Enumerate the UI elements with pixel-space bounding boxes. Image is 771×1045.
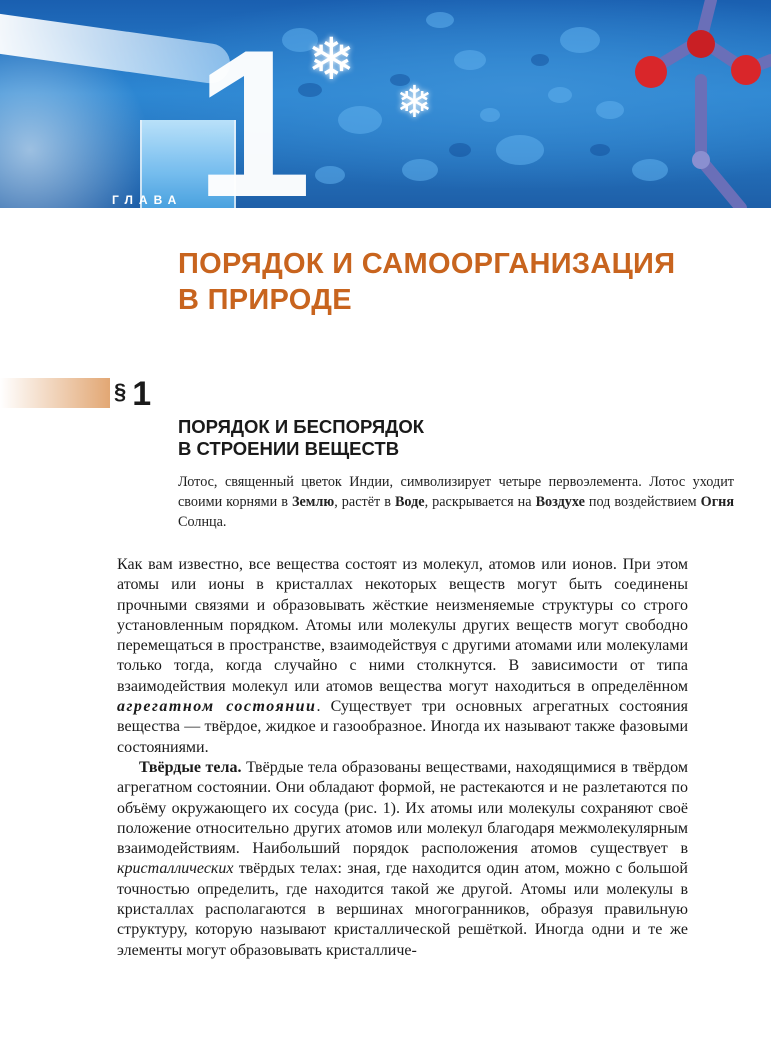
- paragraph-text: . Существует три основных агрегатных состояния вещества — твёрдое, жидкое и газообразное. Иногда их называют также фазовыми состояниями.: [117, 698, 688, 756]
- chapter-title-line: В ПРИРОДЕ: [178, 284, 352, 316]
- chapter-number: 1: [195, 6, 312, 208]
- paragraph-heading: Твёрдые тела.: [139, 758, 242, 776]
- paragraph: [117, 758, 688, 961]
- epigraph-bold: Землю: [291, 494, 335, 510]
- section-number-value: 1: [132, 375, 152, 413]
- epigraph-bold: Огня: [700, 494, 735, 510]
- term-emphasis: агрегатном состоянии: [117, 698, 317, 716]
- section-symbol: §: [114, 379, 127, 404]
- paragraph-text: твёрдых телах: зная, где находится один атом, можно с большой точностью определить, где находится такой же другой. Атомы или молекулы в кристаллах располагаются в вершинах многогранников, образуя правильную структуру, которую называют кристаллической решёткой. Иногда одни и те же элементы могут образовывать кристалличе-: [117, 860, 688, 959]
- epigraph-bold: Воздухе: [535, 494, 585, 510]
- section-marker-bar: [0, 378, 110, 408]
- section-title: [178, 416, 658, 460]
- chapter-title: [178, 246, 718, 318]
- snowflake-icon: ❄: [396, 78, 433, 127]
- term-italic: кристаллических: [117, 860, 234, 878]
- chapter-title-line: ПОРЯДОК И САМООРГАНИЗАЦИЯ: [178, 248, 676, 280]
- epigraph-bold: Воде: [394, 494, 425, 510]
- chapter-label: ГЛАВА: [112, 193, 183, 207]
- snowflake-icon: ❄: [307, 27, 356, 92]
- epigraph-text: Солнца.: [178, 514, 227, 530]
- epigraph-text: , раскрывается на: [424, 494, 536, 510]
- paragraph: [117, 555, 688, 758]
- paragraph-text: Как вам известно, все вещества состоят из молекул, атомов или ионов. При этом атомы или ионы в кристаллах некоторых веществ могут быть соединены прочными связями и образовывать жёсткие неизменяемые структуры со строго установленным порядком. Атомы или молекулы других веществ могут свободно перемещаться в пространстве, взаимодействуя с другими атомами или молекулами только тогда, когда случайно с ними столкнутся. В зависимости от типа взаимодействия молекул или атомов вещества могут находиться в определённом: [117, 556, 688, 695]
- body-text: [117, 555, 688, 961]
- epigraph-text: Лотос, священный цветок Индии, символизирует четыре первоэлемента. Лотос уходит своими корнями в: [178, 474, 734, 510]
- epigraph-text: , растёт в: [334, 494, 395, 510]
- paragraph-text: Твёрдые тела образованы веществами, находящимися в твёрдом агрегатном состоянии. Они обладают формой, не растекаются и не разлетаются по объёму окружающего их сосуда (рис. 1). Их атомы или молекулы сохраняют своё положение относительно других атомов или молекул благодаря межмолекулярным взаимодействиям. Наибольший порядок расположения атомов существует в: [117, 758, 688, 858]
- epigraph: [178, 472, 734, 532]
- section-number: [114, 372, 151, 414]
- section-title-line: ПОРЯДОК И БЕСПОРЯДОК: [178, 416, 425, 437]
- section-title-line: В СТРОЕНИИ ВЕЩЕСТВ: [178, 438, 400, 459]
- chapter-banner-image: [0, 0, 771, 208]
- epigraph-text: под воздействием: [584, 494, 701, 510]
- molecule-model-image: [631, 0, 771, 208]
